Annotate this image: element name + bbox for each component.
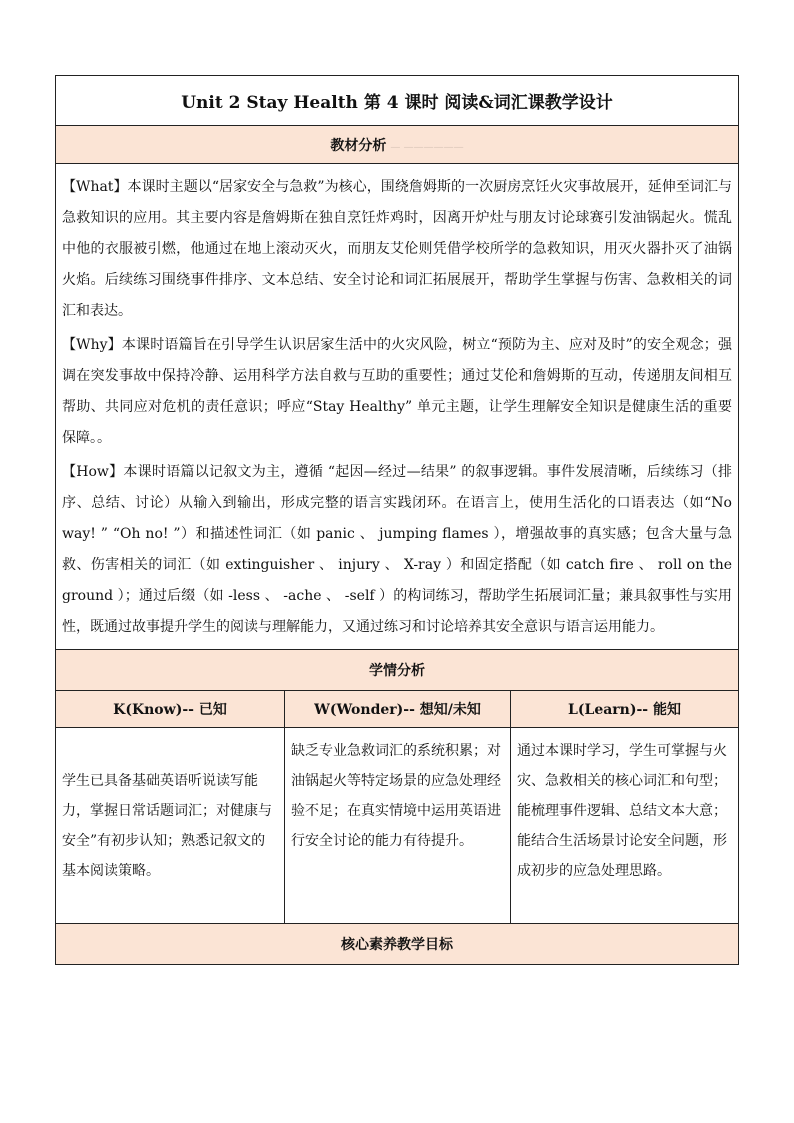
heading-faint-mark: — —————— bbox=[390, 141, 464, 153]
document-title: Unit 2 Stay Health 第 4 课时 阅读&词汇课教学设计 bbox=[56, 76, 739, 126]
textbook-analysis-heading-text: 教材分析 bbox=[330, 137, 387, 154]
kwl-know-content: 学生已具备基础英语听说读写能力，掌握日常话题词汇；对健康与安全”有初步认知；熟悉记叙文的基本阅读策略。 bbox=[56, 728, 285, 924]
what-paragraph: 【What】本课时主题以“居家安全与急救”为核心，围绕詹姆斯的一次厨房烹饪火灾事故展开，延伸至词汇与急救知识的应用。其主要内容是詹姆斯在独自烹饪炸鸡时，因离开炉灶与朋友讨论球赛引发油锅起火。慌乱中他的衣服被引燃，他通过在地上滚动灭火，而朋友艾伦则凭借学校所学的急救知识，用灭火器扑灭了油锅火焰。后续练习围绕事件排序、文本总结、安全讨论和词汇拓展展开，帮助学生掌握与伤害、急救相关的词汇和表达。 bbox=[62, 179, 732, 319]
kwl-wonder-content: 缺乏专业急救词汇的系统积累；对油锅起火等特定场景的应急处理经验不足；在真实情境中运用英语进行安全讨论的能力有待提升。 bbox=[285, 728, 511, 924]
textbook-analysis-heading bbox=[56, 126, 739, 164]
kwl-learn-header: L(Learn)-- 能知 bbox=[511, 691, 739, 728]
lesson-plan-page bbox=[55, 75, 738, 965]
kwl-learn-content: 通过本课时学习，学生可掌握与火灾、急救相关的核心词汇和句型；能梳理事件逻辑、总结文本大意；能结合生活场景讨论安全问题，形成初步的应急处理思路。 bbox=[511, 728, 739, 924]
core-literacy-heading: 核心素养教学目标 bbox=[56, 924, 739, 965]
textbook-analysis-body bbox=[56, 164, 739, 650]
learner-analysis-heading: 学情分析 bbox=[56, 650, 739, 691]
kwl-know-header: K(Know)-- 已知 bbox=[56, 691, 285, 728]
why-paragraph: 【Why】本课时语篇旨在引导学生认识居家生活中的火灾风险，树立“预防为主、应对及时”的安全观念；强调在突发事故中保持冷静、运用科学方法自救与互助的重要性；通过艾伦和詹姆斯的互动，传递朋友间相互帮助、共同应对危机的责任意识；呼应“Stay Healthy” 单元主题，让学生理解安全知识是健康生活的重要保障。。 bbox=[62, 337, 732, 446]
how-paragraph: 【How】本课时语篇以记叙文为主，遵循 “起因—经过—结果” 的叙事逻辑。事件发展清晰，后续练习（排序、总结、讨论）从输入到输出，形成完整的语言实践闭环。在语言上，使用生活化的口语表达（如“No way! ” “Oh no! ”）和描述性词汇（如 panic 、 jumping flames ），增强故事的真实感；包含大量与急救、伤害相关的词汇（如 extinguisher 、 injury 、 X-ray ）和固定搭配（如 catch fire 、 roll on the ground ）；通过后缀（如 -less 、 -ache 、 -self ）的构词练习，帮助学生拓展词汇量；兼具叙事性与实用性，既通过故事提升学生的阅读与理解能力，又通过练习和讨论培养其安全意识与语言运用能力。 bbox=[62, 464, 732, 635]
kwl-wonder-header: W(Wonder)-- 想知/未知 bbox=[285, 691, 511, 728]
lesson-plan-table bbox=[55, 75, 739, 965]
